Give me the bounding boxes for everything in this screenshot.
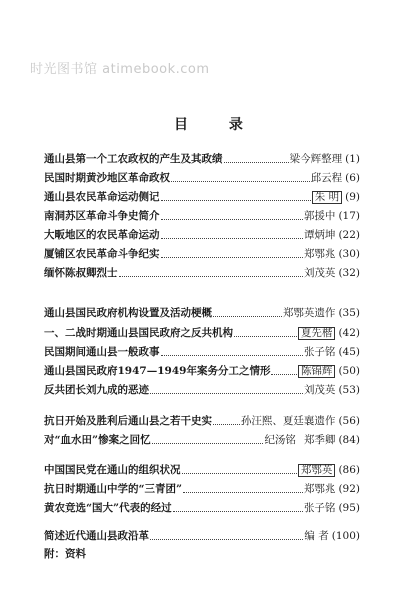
toc-entry[interactable] — [44, 434, 360, 447]
entry-author: 郑鄂英 — [298, 464, 336, 477]
dot-leader — [150, 392, 303, 394]
entry-page: (6) — [345, 172, 360, 184]
dot-leader — [161, 354, 303, 356]
entry-page: (45) — [338, 346, 360, 358]
entry-page: (1) — [345, 153, 360, 165]
entry-title: 反共团长刘九成的恶迹 — [44, 384, 149, 396]
entry-author: 夏先楷 — [298, 327, 336, 340]
entry-page: (100) — [331, 530, 360, 542]
entry-title: 黄农竞选“国大”代表的经过 — [44, 502, 172, 514]
dot-leader — [150, 538, 303, 540]
entry-page: (22) — [338, 229, 360, 241]
entry-page: (42) — [338, 327, 360, 339]
entry-title: 通山县农民革命运动侧记 — [44, 191, 160, 203]
entry-title: 抗日开始及胜利后通山县之若干史实 — [44, 415, 212, 427]
dot-leader — [271, 373, 296, 375]
toc-entry[interactable] — [44, 346, 360, 359]
dot-leader — [119, 275, 303, 277]
entry-author: 朱 明 — [312, 191, 342, 204]
toc-entry[interactable] — [44, 191, 360, 204]
toc-entry[interactable] — [44, 248, 360, 261]
entry-page: (50) — [338, 365, 360, 377]
toc-entry[interactable] — [44, 153, 360, 166]
entry-author: 刘茂英 — [303, 267, 336, 279]
entry-page: (32) — [338, 267, 360, 279]
dot-leader — [234, 335, 297, 337]
dot-leader — [161, 199, 311, 201]
toc-entry[interactable] — [44, 365, 360, 378]
toc-entry-appendix[interactable] — [44, 548, 360, 561]
toc-entry[interactable] — [44, 172, 360, 185]
dot-leader — [161, 237, 303, 239]
entry-page: (30) — [338, 248, 360, 260]
entry-title: 附：资料 — [44, 548, 86, 560]
dot-leader — [182, 472, 297, 474]
entry-title: 民国时期黄沙地区革命政权 — [44, 172, 170, 184]
toc-entry[interactable] — [44, 483, 360, 496]
entry-title: 大畈地区的农民革命运动 — [44, 229, 160, 241]
entry-title: 通山县国民政府机构设置及活动梗概 — [44, 307, 212, 319]
entry-title: 南洞苏区革命斗争史简介 — [44, 210, 160, 222]
entry-title: 简述近代通山县政沿革 — [44, 530, 149, 542]
dot-leader — [183, 491, 303, 493]
toc-entry[interactable] — [44, 210, 360, 223]
dot-leader — [171, 180, 310, 182]
entry-page: (84) — [338, 434, 360, 446]
entry-author: 编 者 — [304, 530, 329, 542]
watermark: 时光图书馆 atimebook.com — [30, 62, 210, 77]
toc-entry[interactable] — [44, 502, 360, 515]
entry-author: 郑鄂兆 — [303, 248, 336, 260]
entry-author-second: 郑季卿 — [303, 434, 336, 446]
entry-author: 张子铭 — [303, 346, 336, 358]
page-title: 目 录 — [174, 117, 261, 133]
entry-page: (35) — [338, 307, 360, 319]
entry-page: (86) — [338, 464, 360, 476]
toc-entry[interactable] — [44, 530, 360, 543]
entry-author: 郑鄂英遗作 — [282, 307, 336, 319]
entry-title: 缅怀陈叔卿烈士 — [44, 267, 118, 279]
entry-title: 厦铺区农民革命斗争纪实 — [44, 248, 160, 260]
dot-leader — [213, 315, 282, 317]
dot-leader — [161, 218, 303, 220]
toc-entry[interactable] — [44, 267, 360, 280]
entry-author: 谭炳坤 — [303, 229, 336, 241]
entry-author: 孙汪熙、夏廷襄遗作 — [240, 415, 336, 427]
entry-author: 陈锦辉 — [298, 365, 336, 378]
dot-leader — [161, 256, 303, 258]
toc-entry[interactable] — [44, 327, 360, 340]
dot-leader — [213, 423, 240, 425]
entry-page: (56) — [338, 415, 360, 427]
entry-page: (17) — [338, 210, 360, 222]
entry-author: 刘茂英 — [303, 384, 336, 396]
entry-page: (53) — [338, 384, 360, 396]
entry-author: 张子铭 — [303, 502, 336, 514]
entry-author: 邱云程 — [310, 172, 343, 184]
entry-page: (9) — [345, 191, 360, 203]
entry-author: 纪汤铭 — [264, 434, 296, 446]
entry-page: (95) — [338, 502, 360, 514]
entry-title: 通山县国民政府1947—1949年案务分工之情形 — [44, 365, 271, 377]
entry-title: 一、二战时期通山县国民政府之反共机构 — [44, 327, 233, 339]
toc-entry[interactable] — [44, 229, 360, 242]
dot-leader — [173, 510, 303, 512]
entry-title: 通山县第一个工农政权的产生及其政绩 — [44, 153, 223, 165]
entry-author: 郑鄂兆 — [303, 483, 336, 495]
toc-entry[interactable] — [44, 415, 360, 428]
entry-title: 民国期间通山县一般政事 — [44, 346, 160, 358]
toc-entry[interactable] — [44, 384, 360, 397]
entry-title: 对“血水田”惨案之回忆 — [44, 434, 151, 446]
toc-entry[interactable] — [44, 307, 360, 320]
dot-leader — [224, 161, 289, 163]
entry-author: 梁今辉整理 — [289, 153, 343, 165]
entry-author: 郭援中 — [303, 210, 336, 222]
entry-title: 中国国民党在通山的组织状况 — [44, 464, 181, 476]
toc-entry[interactable] — [44, 464, 360, 477]
entry-page: (92) — [338, 483, 360, 495]
dot-leader — [152, 442, 264, 444]
entry-title: 抗日时期通山中学的“三青团” — [44, 483, 183, 495]
